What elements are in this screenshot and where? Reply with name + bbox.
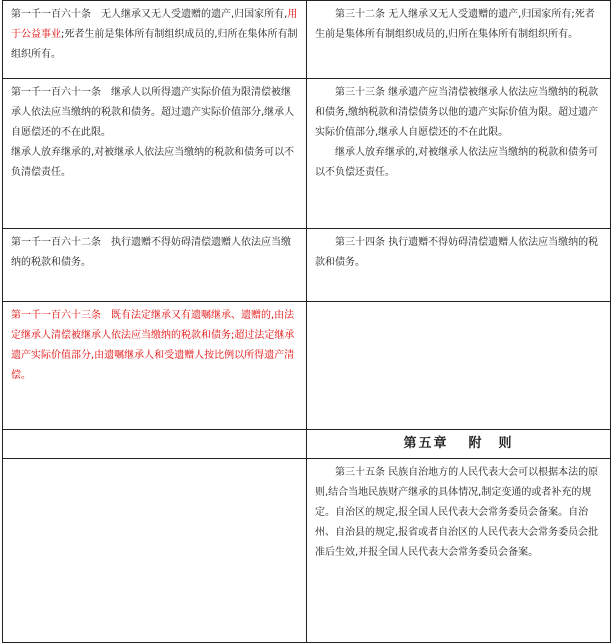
chapter-number: 第五章 — [403, 436, 449, 451]
civil-code-cell-empty — [3, 430, 307, 459]
article-1161-para-2: 继承人放弃继承的,对被继承人依法应当缴纳的税款和债务可以不负清偿责任。 — [11, 147, 295, 178]
highlight-segment: 用于公益事业 — [11, 9, 298, 40]
succession-law-cell — [307, 459, 611, 643]
civil-code-cell-empty — [3, 459, 307, 643]
civil-code-cell — [3, 302, 307, 430]
comparison-table — [2, 0, 611, 643]
civil-code-cell — [3, 79, 307, 229]
article-1162: 第一千一百六十二条 执行遗赠不得妨碍清偿遗赠人依法应当缴纳的税款和债务。 — [11, 237, 291, 268]
article-1163: 第一千一百六十三条 既有法定继承又有遗嘱继承、遗赠的,由法定继承人清偿被继承人依法应当缴纳的税款和债务;超过法定继承遗产实际价值部分,由遗嘱继承人和受遗赠人按比例以所得遗产清偿。 — [11, 310, 295, 381]
article-32: 第三十二条 无人继承又无人受遗赠的遗产,归国家所有;死者生前是集体所有制组织成员的,归所在集体所有制组织所有。 — [315, 9, 595, 40]
article-34: 第三十四条 执行遗赠不得妨碍清偿遗赠人依法应当缴纳的税款和债务。 — [315, 237, 599, 268]
table-row — [3, 1, 611, 79]
article-33-para-1: 第三十三条 继承遗产应当清偿被继承人依法应当缴纳的税款和债务,缴纳税款和清偿债务以他的遗产实际价值为限。超过遗产实际价值部分,继承人自愿偿还的不在此限。 — [315, 87, 599, 138]
article-1161-para-1: 第一千一百六十一条 继承人以所得遗产实际价值为限清偿被继承人依法应当缴纳的税款和债务。超过遗产实际价值部分,继承人自愿偿还的不在此限。 — [11, 87, 295, 138]
civil-code-cell — [3, 1, 307, 79]
chapter-heading-cell — [307, 430, 611, 459]
succession-law-cell-empty — [307, 302, 611, 430]
table-row — [3, 459, 611, 643]
article-35: 第三十五条 民族自治地方的人民代表大会可以根据本法的原则,结合当地民族财产继承的具体情况,制定变通的或者补充的规定。自治区的规定,报全国人民代表大会常务委员会备案。自治州、自治县的规定,报省或者自治区的人民代表大会常务委员会批准后生效,并报全国人民代表大会常务委员会备案。 — [315, 467, 599, 558]
civil-code-cell — [3, 229, 307, 302]
succession-law-cell — [307, 229, 611, 302]
table-row — [3, 79, 611, 229]
article-1160 — [11, 5, 298, 65]
text-segment: ;死者生前是集体所有制组织成员的,归所在集体所有制组织所有。 — [11, 29, 298, 60]
chapter-title: 附 则 — [468, 436, 514, 451]
table-row — [3, 430, 611, 459]
table-row — [3, 302, 611, 430]
table-row — [3, 229, 611, 302]
chapter-heading — [315, 434, 602, 454]
article-33-para-2: 继承人放弃继承的,对被继承人依法应当缴纳的税款和债务可以不负偿还责任。 — [315, 147, 599, 178]
text-segment: 第一千一百六十条 无人继承又无人受遗赠的遗产,归国家所有, — [11, 9, 288, 20]
succession-law-cell — [307, 1, 611, 79]
succession-law-cell — [307, 79, 611, 229]
